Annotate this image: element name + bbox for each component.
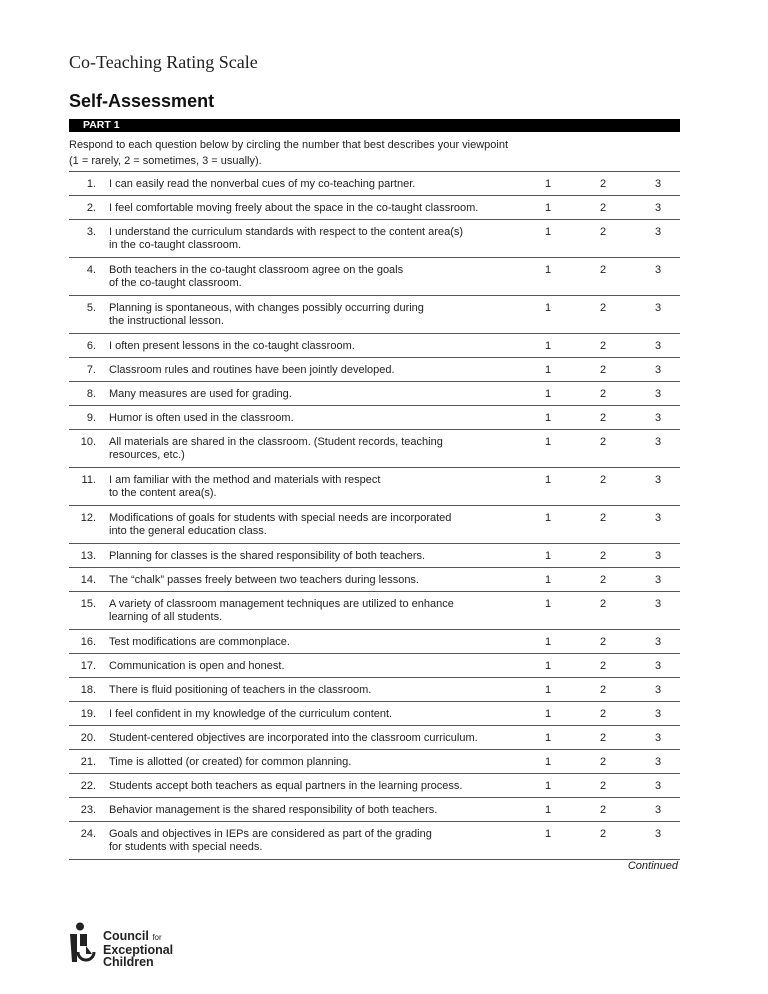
- item-text-line-1: Students accept both teachers as equal partners in the learning process.: [109, 780, 463, 792]
- item-number: 21.: [80, 756, 96, 768]
- rating-option-3[interactable]: 3: [655, 804, 662, 816]
- rating-option-1[interactable]: 1: [545, 474, 552, 486]
- rating-option-1[interactable]: 1: [545, 512, 552, 524]
- item-text-line-1: Classroom rules and routines have been jointly developed.: [109, 364, 395, 376]
- item-row: [69, 196, 680, 220]
- item-question: [109, 340, 539, 353]
- item-question: [109, 202, 539, 215]
- item-number: 22.: [80, 780, 96, 792]
- item-row: [69, 726, 680, 750]
- rating-option-3[interactable]: 3: [655, 474, 662, 486]
- item-question: [109, 364, 539, 377]
- item-number: 8.: [86, 388, 96, 400]
- rating-option-1[interactable]: 1: [545, 684, 552, 696]
- rating-option-3[interactable]: 3: [655, 636, 662, 648]
- item-text-line-1: Student-centered objectives are incorporated into the classroom curriculum.: [109, 732, 478, 744]
- item-text-line-1: Planning is spontaneous, with changes possibly occurring during: [109, 302, 424, 314]
- item-question: [109, 512, 539, 538]
- item-number: 7.: [86, 364, 96, 376]
- cec-logo-text: [103, 930, 173, 968]
- rating-option-1[interactable]: 1: [545, 226, 552, 238]
- page-title: Co-Teaching Rating Scale: [69, 52, 258, 72]
- rating-option-3[interactable]: 3: [655, 388, 662, 400]
- rating-option-2[interactable]: 2: [600, 636, 607, 648]
- rating-option-1[interactable]: 1: [545, 780, 552, 792]
- item-text-line-1: Many measures are used for grading.: [109, 388, 292, 400]
- rating-option-3[interactable]: 3: [655, 828, 662, 840]
- rating-option-1[interactable]: 1: [545, 388, 552, 400]
- section-title: Self-Assessment: [69, 91, 215, 111]
- item-text-line-1: Goals and objectives in IEPs are considered as part of the grading: [109, 828, 432, 840]
- item-question: [109, 780, 539, 793]
- rating-option-3[interactable]: 3: [655, 412, 662, 424]
- item-question: [109, 636, 539, 649]
- rating-option-1[interactable]: 1: [545, 598, 552, 610]
- cec-logo: [64, 922, 184, 968]
- rating-option-2[interactable]: 2: [600, 598, 607, 610]
- rating-option-1[interactable]: 1: [545, 636, 552, 648]
- item-question: [109, 302, 539, 328]
- rating-option-3[interactable]: 3: [655, 512, 662, 524]
- item-number: 13.: [80, 550, 96, 562]
- rating-option-2[interactable]: 2: [600, 828, 607, 840]
- item-number: 17.: [80, 660, 96, 672]
- rating-option-3[interactable]: 3: [655, 302, 662, 314]
- rating-option-2[interactable]: 2: [600, 660, 607, 672]
- rating-option-2[interactable]: 2: [600, 732, 607, 744]
- item-row: [69, 702, 680, 726]
- item-row: [69, 358, 680, 382]
- rating-option-2[interactable]: 2: [600, 684, 607, 696]
- item-question: [109, 708, 539, 721]
- rating-option-2[interactable]: 2: [600, 178, 607, 190]
- item-text-line-2: learning of all students.: [109, 611, 223, 623]
- item-row: [69, 592, 680, 630]
- item-number: 14.: [80, 574, 96, 586]
- rating-option-2[interactable]: 2: [600, 756, 607, 768]
- rating-option-2[interactable]: 2: [600, 474, 607, 486]
- item-number: 18.: [80, 684, 96, 696]
- rating-option-3[interactable]: 3: [655, 226, 662, 238]
- item-question: [109, 264, 539, 290]
- rating-option-2[interactable]: 2: [600, 226, 607, 238]
- item-number: 1.: [86, 178, 96, 190]
- rating-option-2[interactable]: 2: [600, 412, 607, 424]
- rating-option-1[interactable]: 1: [545, 178, 552, 190]
- rating-table: [69, 171, 680, 860]
- rating-option-3[interactable]: 3: [655, 780, 662, 792]
- item-text-line-1: I can easily read the nonverbal cues of my co-teaching partner.: [109, 178, 416, 190]
- item-number: 12.: [80, 512, 96, 524]
- rating-option-1[interactable]: 1: [545, 660, 552, 672]
- item-text-line-2: of the co-taught classroom.: [109, 277, 242, 289]
- cec-figure-icon: [64, 922, 98, 968]
- rating-option-1[interactable]: 1: [545, 804, 552, 816]
- item-text-line-1: Communication is open and honest.: [109, 660, 285, 672]
- logo-line-children: Children: [103, 955, 154, 969]
- rating-option-3[interactable]: 3: [655, 684, 662, 696]
- item-text-line-2: the instructional lesson.: [109, 315, 224, 327]
- rating-option-3[interactable]: 3: [655, 202, 662, 214]
- item-text-line-1: A variety of classroom management techniques are utilized to enhance: [109, 598, 454, 610]
- item-row: [69, 406, 680, 430]
- item-text-line-1: There is fluid positioning of teachers in the classroom.: [109, 684, 372, 696]
- item-text-line-2: to the content area(s).: [109, 487, 217, 499]
- rating-option-1[interactable]: 1: [545, 302, 552, 314]
- item-number: 3.: [86, 226, 96, 238]
- rating-option-2[interactable]: 2: [600, 708, 607, 720]
- rating-option-3[interactable]: 3: [655, 708, 662, 720]
- item-text-line-1: I often present lessons in the co-taught classroom.: [109, 340, 355, 352]
- rating-option-2[interactable]: 2: [600, 388, 607, 400]
- item-question: [109, 684, 539, 697]
- item-text-line-2: in the co-taught classroom.: [109, 239, 242, 251]
- item-number: 19.: [80, 708, 96, 720]
- part-label: PART 1: [83, 119, 120, 131]
- item-row: [69, 654, 680, 678]
- item-question: [109, 178, 539, 191]
- item-row: [69, 258, 680, 296]
- item-number: 4.: [86, 264, 96, 276]
- item-question: [109, 804, 539, 817]
- item-text-line-1: Test modifications are commonplace.: [109, 636, 290, 648]
- rating-option-2[interactable]: 2: [600, 550, 607, 562]
- item-text-line-1: Behavior management is the shared responsibility of both teachers.: [109, 804, 438, 816]
- rating-option-2[interactable]: 2: [600, 436, 607, 448]
- item-row: [69, 382, 680, 406]
- item-row: [69, 798, 680, 822]
- rating-option-1[interactable]: 1: [545, 574, 552, 586]
- item-question: [109, 660, 539, 673]
- rating-option-1[interactable]: 1: [545, 264, 552, 276]
- rating-option-2[interactable]: 2: [600, 264, 607, 276]
- rating-option-1[interactable]: 1: [545, 732, 552, 744]
- rating-option-2[interactable]: 2: [600, 804, 607, 816]
- instructions-line-2: (1 = rarely, 2 = sometimes, 3 = usually).: [69, 155, 262, 167]
- item-row: [69, 506, 680, 544]
- rating-option-3[interactable]: 3: [655, 178, 662, 190]
- item-row: [69, 220, 680, 258]
- item-text-line-1: Planning for classes is the shared responsibility of both teachers.: [109, 550, 426, 562]
- logo-line-for: for: [152, 933, 162, 942]
- item-text-line-2: into the general education class.: [109, 525, 267, 537]
- item-row: [69, 430, 680, 468]
- item-text-line-1: All materials are shared in the classroom. (Student records, teaching: [109, 436, 443, 448]
- item-number: 20.: [80, 732, 96, 744]
- item-number: 5.: [86, 302, 96, 314]
- item-text-line-1: Time is allotted (or created) for common planning.: [109, 756, 352, 768]
- rating-option-2[interactable]: 2: [600, 780, 607, 792]
- item-number: 2.: [86, 202, 96, 214]
- rating-option-1[interactable]: 1: [545, 340, 552, 352]
- item-number: 23.: [80, 804, 96, 816]
- rating-option-1[interactable]: 1: [545, 412, 552, 424]
- item-text-line-1: Humor is often used in the classroom.: [109, 412, 294, 424]
- rating-option-2[interactable]: 2: [600, 512, 607, 524]
- item-text-line-1: I feel comfortable moving freely about the space in the co-taught classroom.: [109, 202, 479, 214]
- item-row: [69, 750, 680, 774]
- item-question: [109, 828, 539, 854]
- continued-note: Continued: [627, 860, 678, 872]
- item-question: [109, 388, 539, 401]
- rating-option-1[interactable]: 1: [545, 364, 552, 376]
- logo-line-council: Council: [103, 929, 149, 943]
- item-text-line-1: I understand the curriculum standards with respect to the content area(s): [109, 226, 464, 238]
- item-question: [109, 732, 539, 745]
- rating-option-1[interactable]: 1: [545, 550, 552, 562]
- item-question: [109, 550, 539, 563]
- item-row: [69, 468, 680, 506]
- item-text-line-1: The “chalk” passes freely between two teachers during lessons.: [109, 574, 419, 586]
- item-number: 10.: [80, 436, 96, 448]
- rating-option-1[interactable]: 1: [545, 202, 552, 214]
- rating-option-3[interactable]: 3: [655, 756, 662, 768]
- rating-option-3[interactable]: 3: [655, 340, 662, 352]
- item-row: [69, 172, 680, 196]
- item-question: [109, 436, 539, 462]
- item-row: [69, 568, 680, 592]
- rating-option-2[interactable]: 2: [600, 574, 607, 586]
- rating-option-1[interactable]: 1: [545, 708, 552, 720]
- instructions-line-1: Respond to each question below by circling the number that best describes your viewpoint: [69, 139, 509, 151]
- item-question: [109, 226, 539, 252]
- rating-option-2[interactable]: 2: [600, 340, 607, 352]
- rating-option-2[interactable]: 2: [600, 302, 607, 314]
- rating-option-3[interactable]: 3: [655, 436, 662, 448]
- part-header-bar: [69, 119, 680, 132]
- rating-option-3[interactable]: 3: [655, 574, 662, 586]
- item-text-line-1: Both teachers in the co-taught classroom agree on the goals: [109, 264, 404, 276]
- item-number: 15.: [80, 598, 96, 610]
- rating-option-2[interactable]: 2: [600, 364, 607, 376]
- rating-option-3[interactable]: 3: [655, 364, 662, 376]
- item-text-line-2: for students with special needs.: [109, 841, 263, 853]
- rating-option-1[interactable]: 1: [545, 436, 552, 448]
- item-question: [109, 574, 539, 587]
- item-question: [109, 474, 539, 500]
- rating-option-1[interactable]: 1: [545, 828, 552, 840]
- item-text-line-1: Modifications of goals for students with special needs are incorporated: [109, 512, 452, 524]
- rating-option-3[interactable]: 3: [655, 598, 662, 610]
- item-number: 6.: [86, 340, 96, 352]
- item-question: [109, 412, 539, 425]
- item-number: 9.: [86, 412, 96, 424]
- item-row: [69, 774, 680, 798]
- item-row: [69, 296, 680, 334]
- item-number: 24.: [80, 828, 96, 840]
- rating-option-3[interactable]: 3: [655, 732, 662, 744]
- rating-option-3[interactable]: 3: [655, 550, 662, 562]
- item-number: 11.: [81, 474, 96, 486]
- rating-option-3[interactable]: 3: [655, 660, 662, 672]
- item-row: [69, 334, 680, 358]
- item-text-line-1: I feel confident in my knowledge of the curriculum content.: [109, 708, 393, 720]
- rating-option-1[interactable]: 1: [545, 756, 552, 768]
- item-row: [69, 630, 680, 654]
- item-row: [69, 822, 680, 860]
- rating-option-3[interactable]: 3: [655, 264, 662, 276]
- item-question: [109, 756, 539, 769]
- item-row: [69, 678, 680, 702]
- item-number: 16.: [80, 636, 96, 648]
- item-row: [69, 544, 680, 568]
- rating-option-2[interactable]: 2: [600, 202, 607, 214]
- item-text-line-1: I am familiar with the method and materials with respect: [109, 474, 381, 486]
- item-question: [109, 598, 539, 624]
- item-text-line-2: resources, etc.): [109, 449, 185, 461]
- logo-line-exceptional: Exceptional: [103, 943, 174, 957]
- instructions: [69, 137, 679, 169]
